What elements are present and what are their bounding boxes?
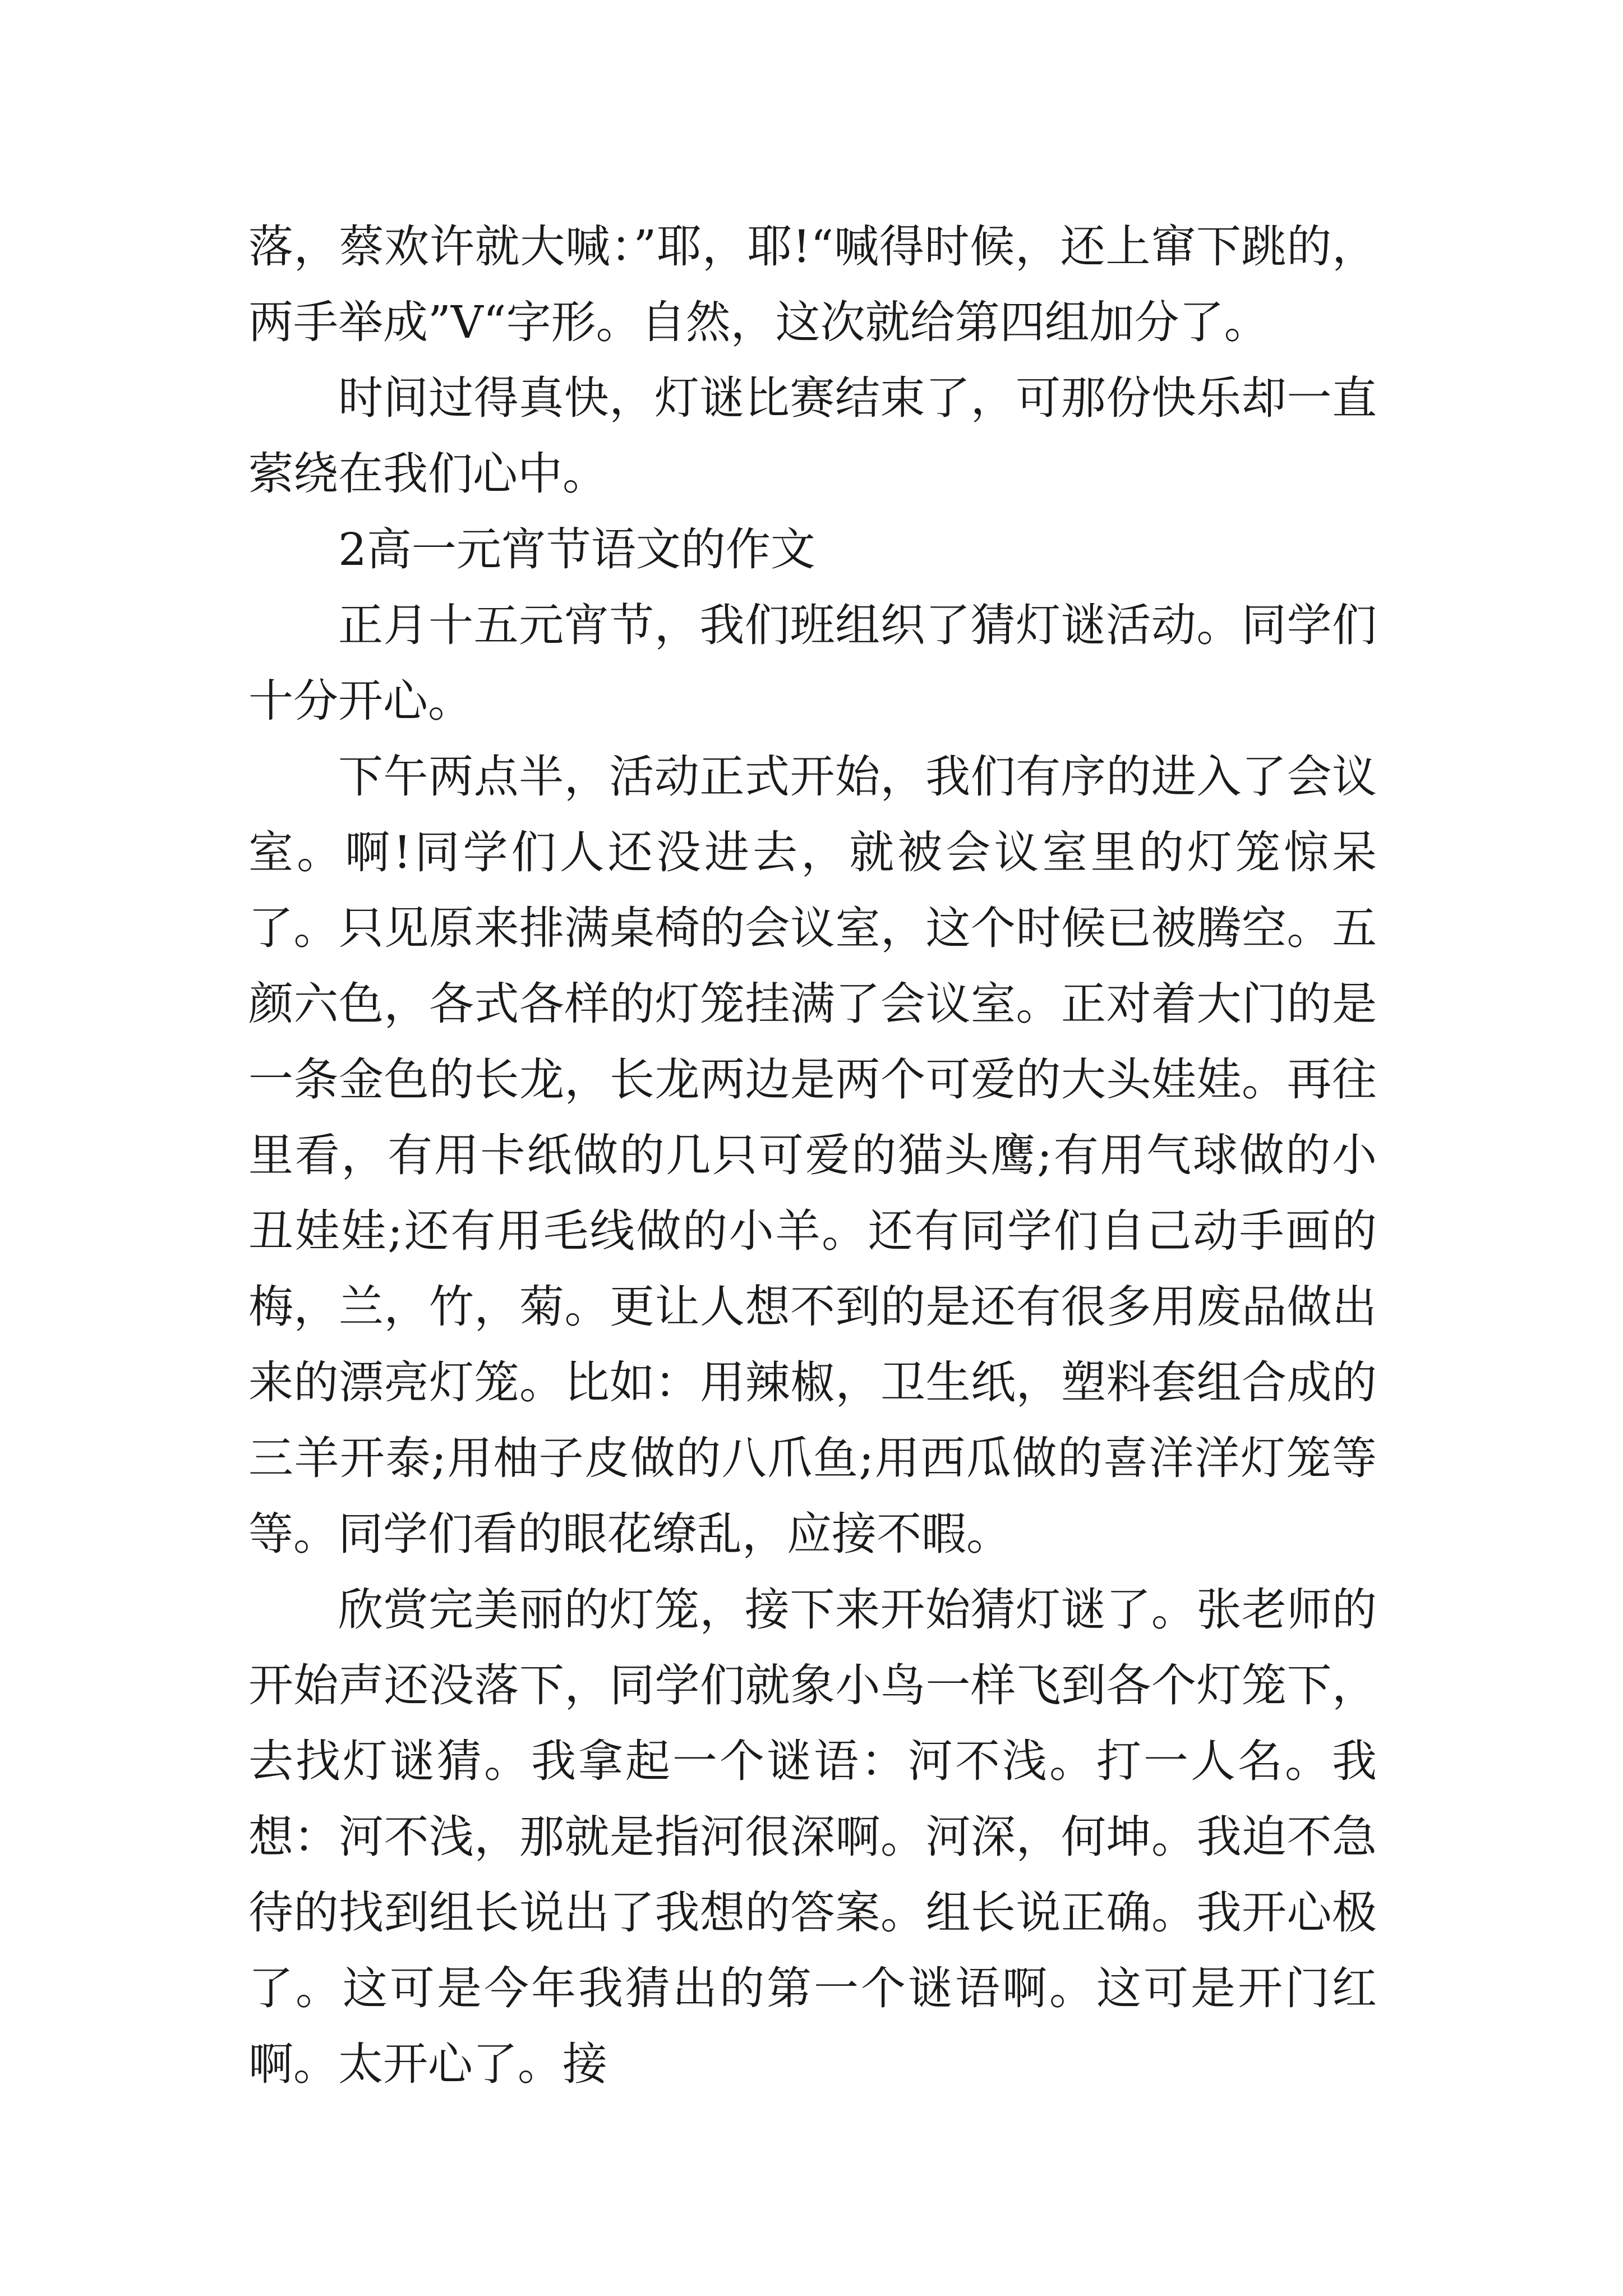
document-body <box>248 209 1377 2102</box>
paragraph-time-flies: 时间过得真快，灯谜比赛结束了，可那份快乐却一直萦绕在我们心中。 <box>248 372 1377 500</box>
paragraph-riddles: 欣赏完美丽的灯笼，接下来开始猜灯谜了。张老师的开始声还没落下，同学们就象小鸟一样飞到各个灯笼下，去找灯谜猜。我拿起一个谜语：河不浅。打一人名。我想：河不浅，那就是指河很深啊。河深，何坤。我迫不急待的找到组长说出了我想的答案。组长说正确。我开心极了。这可是今年我猜出的第一个谜语啊。这可是开门红啊。太开心了。接 <box>248 1584 1377 2090</box>
paragraph-intro: 正月十五元宵节，我们班组织了猜灯谜活动。同学们十分开心。 <box>248 599 1377 727</box>
paragraph-continuation: 落，蔡欢许就大喊：”耶，耶!“喊得时候，还上窜下跳的，两手举成”V“字形。自然，这次就给第四组加分了。 <box>248 220 1377 348</box>
paragraph-lanterns: 下午两点半，活动正式开始，我们有序的进入了会议室。啊!同学们人还没进去，就被会议室里的灯笼惊呆了。只见原来排满桌椅的会议室，这个时候已被腾空。五颜六色，各式各样的灯笼挂满了会议室。正对着大门的是一条金色的长龙，长龙两边是两个可爱的大头娃娃。再往里看，有用卡纸做的几只可爱的猫头鹰;有用气球做的小丑娃娃;还有用毛线做的小羊。还有同学们自己动手画的梅，兰，竹，菊。更让人想不到的是还有很多用废品做出来的漂亮灯笼。比如：用辣椒，卫生纸，塑料套组合成的三羊开泰;用柚子皮做的八爪鱼;用西瓜做的喜洋洋灯笼等等。同学们看的眼花缭乱，应接不暇。 <box>248 751 1377 1560</box>
section-heading: 2高一元宵节语文的作文 <box>338 523 815 576</box>
